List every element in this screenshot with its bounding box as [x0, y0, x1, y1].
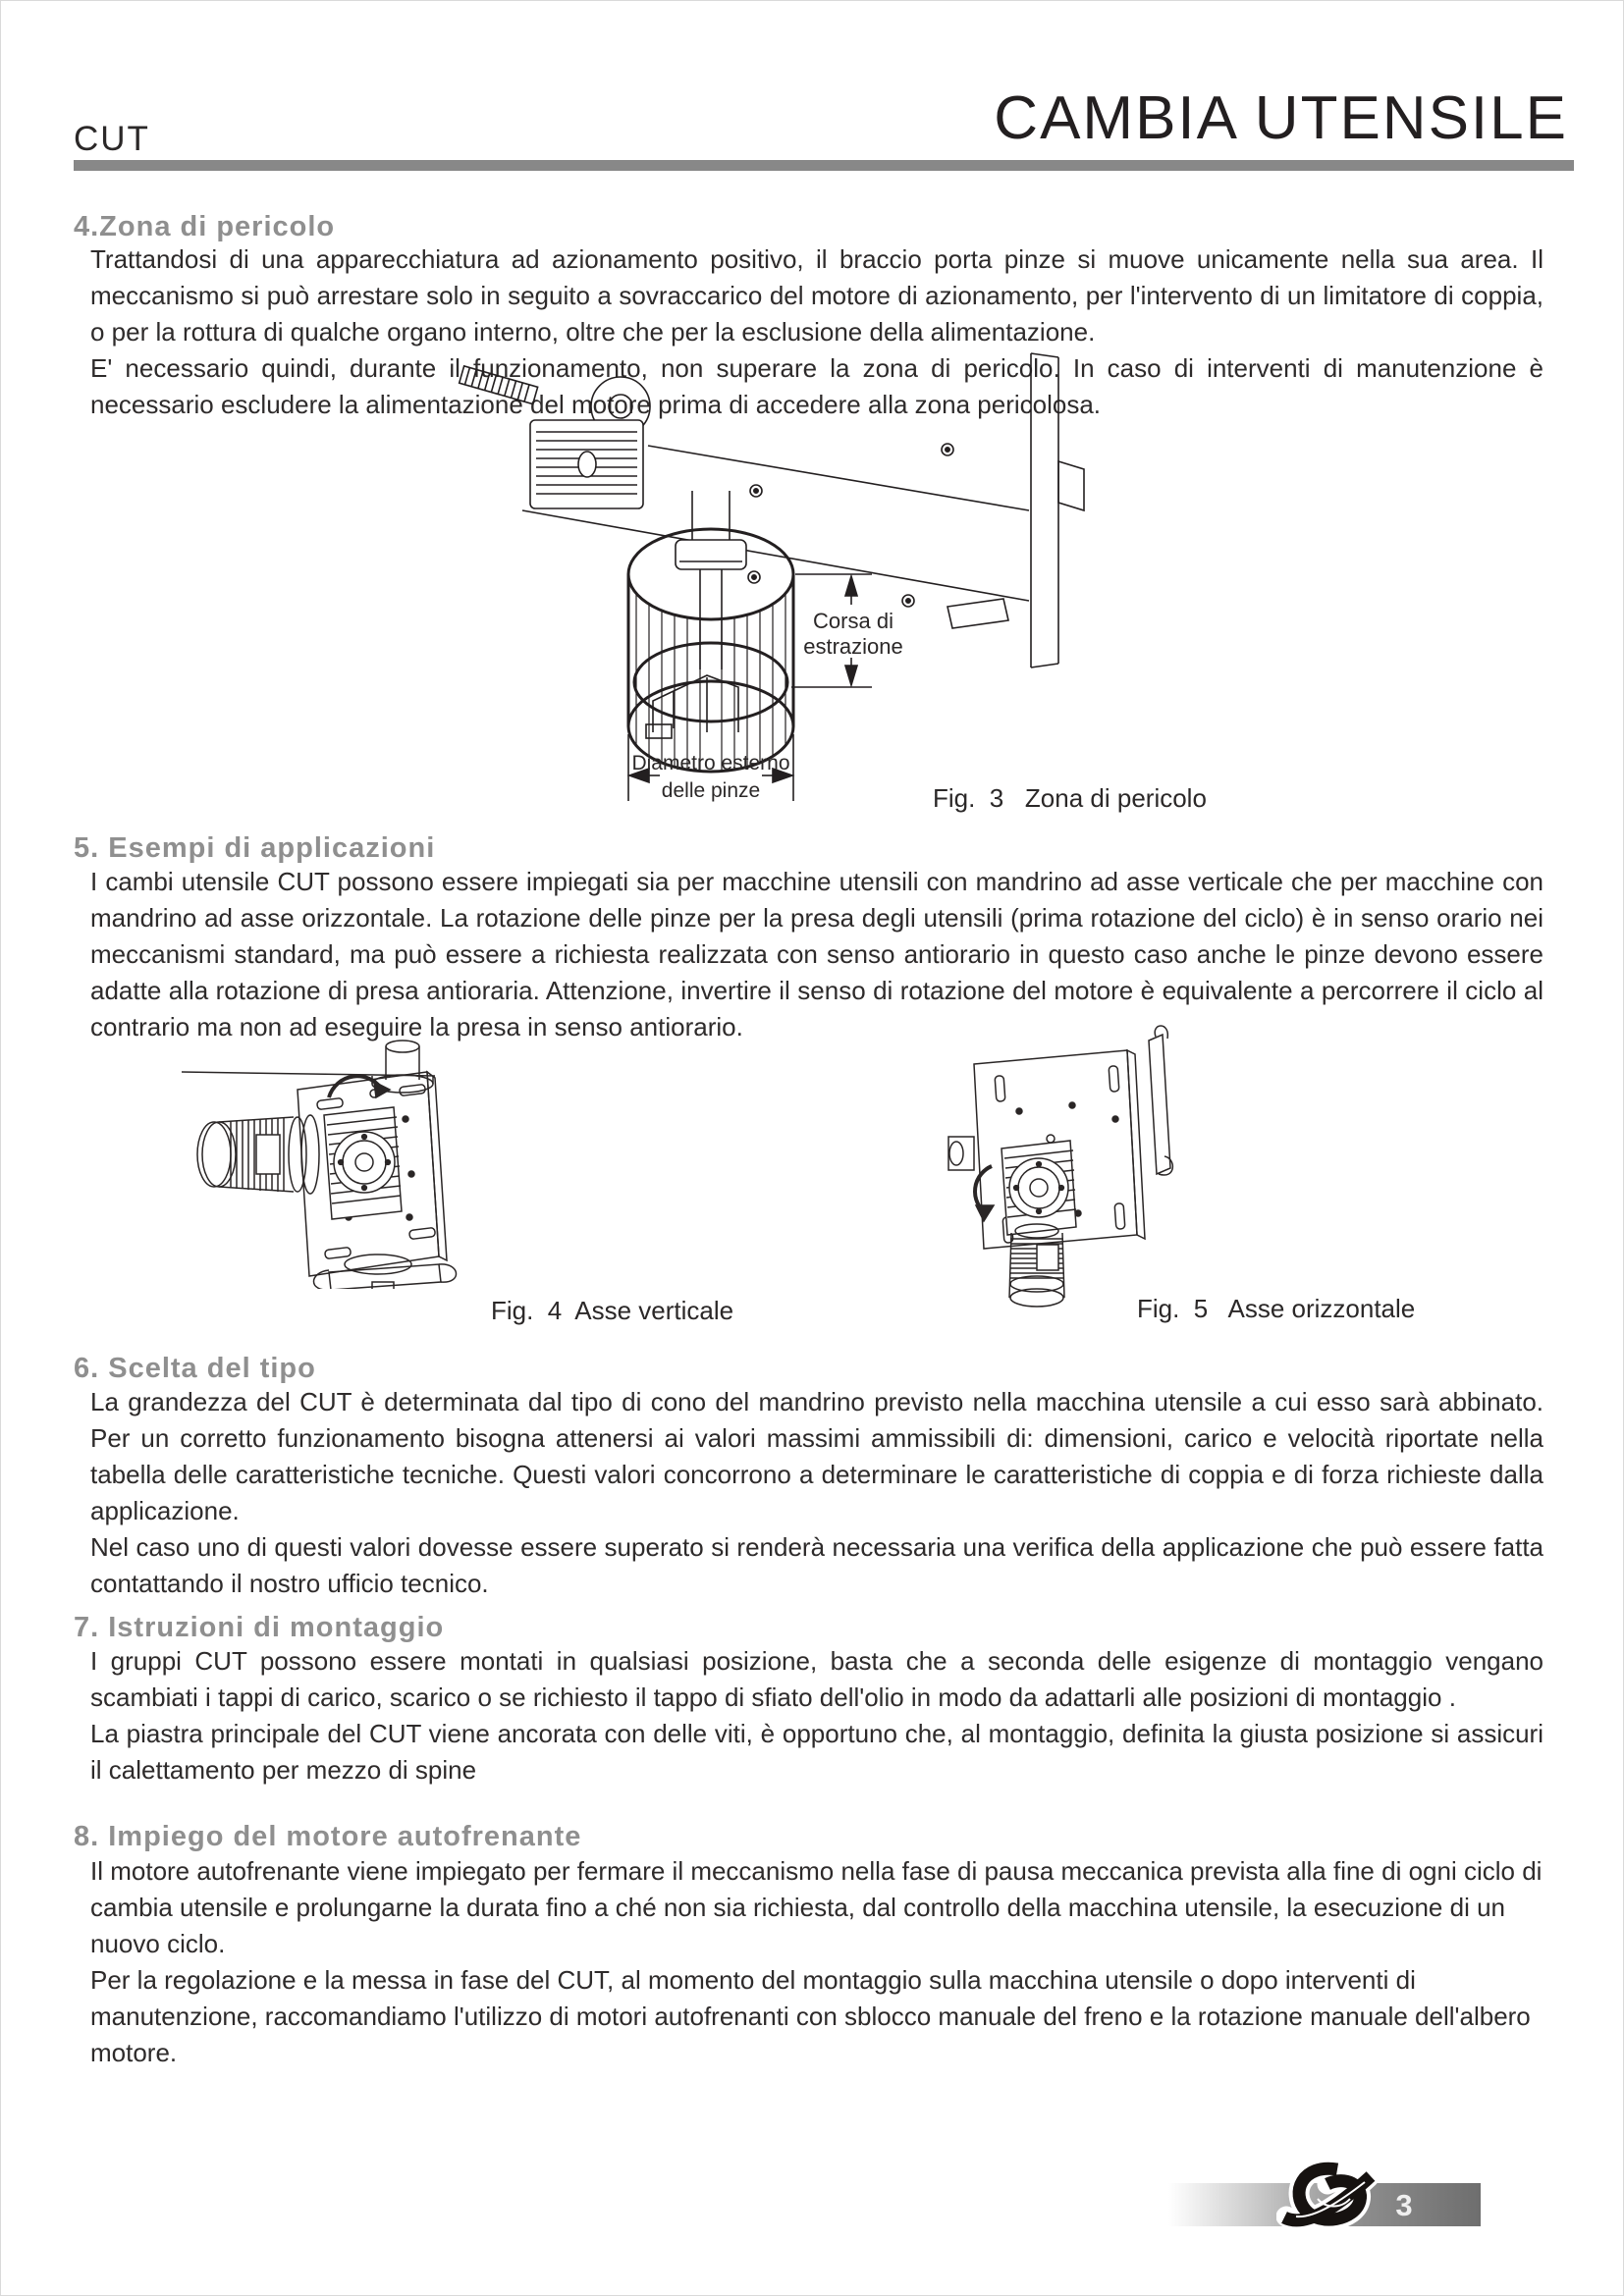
section-7-body [90, 1643, 1543, 1789]
fig3-vertical-plate [1031, 353, 1084, 667]
brand-knot-logo-icon [1276, 2158, 1379, 2230]
header-rule [74, 160, 1574, 171]
section-6-body [90, 1384, 1543, 1602]
fig5-gearbox [1001, 1141, 1076, 1235]
fig3-gripper-arm [646, 675, 738, 738]
fig4-motor [197, 1115, 319, 1194]
fig3-plate-edge [522, 510, 1029, 601]
fig5-caption: Fig. 5 Asse orizzontale [1137, 1294, 1416, 1323]
section-6-heading: 6. Scelta del tipo [74, 1353, 316, 1384]
fig3-label-diametro-line2: delle pinze [661, 779, 761, 802]
page-number: 3 [1395, 2188, 1413, 2222]
section-7-paragraph: I gruppi CUT possono essere montati in qualsiasi posizione, basta che a seconda delle esigenze di montaggio vengano scambiati i tappi di carico, scarico o se richiesto il tappo di sfiato dell'olio in modo da adattarli alle posizioni di montaggio . [90, 1646, 1543, 1712]
fig5-motor [1009, 1224, 1064, 1307]
fig3-clamp-block [947, 599, 1008, 628]
fig3-input-shaft [460, 366, 538, 404]
fig4-gripper [314, 1255, 457, 1289]
product-code-label: CUT [74, 120, 150, 158]
section-8-paragraph: Il motore autofrenante viene impiegato per fermare il meccanismo nella fase di pausa meccanica prevista alla fine di ogni ciclo di cambia utensile e prolungarne la durata fino a ché non sia richiesta, dal controllo della macchina utensile, la esecuzione di un nuovo ciclo. [90, 1856, 1543, 1958]
page-title: CAMBIA UTENSILE [994, 84, 1568, 152]
section-4-paragraph: E' necessario quindi, durante il funzionamento, non superare la zona di pericolo. In caso di interventi di manutenzione è necessario escludere la alimentazione del motore prima di accedere alla zona pericolosa. [90, 353, 1543, 419]
fig4-caption: Fig. 4 Asse verticale [491, 1296, 734, 1325]
section-7-paragraph: La piastra principale del CUT viene ancorata con delle viti, è opportuno che, al montaggio, definita la giusta posizione si assicuri il calettamento per mezzo di spine [90, 1719, 1543, 1785]
fig4-plate [182, 1072, 447, 1276]
section-7-heading: 7. Istruzioni di montaggio [74, 1612, 445, 1643]
fig4-vertical-axis-drawing [182, 1029, 731, 1289]
section-6-paragraph: La grandezza del CUT è determinata dal tipo di cono del mandrino previsto nella macchina utensile a cui esso sarà abbinato. Per un corretto funzionamento bisogna attenersi ai valori massimi ammissibili di: dimensioni, carico e velocità riportate nella tabella delle caratteristiche tecniche. Questi valori concorrono a determinare le caratteristiche di coppia e di forza richieste dalla applicazione. [90, 1387, 1543, 1525]
fig3-caption: Fig. 3 Zona di pericolo [933, 783, 1207, 813]
section-8-heading: 8. Impiego del motore autofrenante [74, 1821, 582, 1852]
section-8-body [90, 1853, 1543, 2071]
fig5-horizontal-axis-drawing [913, 1021, 1424, 1315]
fig3-label-corsa-line2: estrazione [803, 634, 903, 659]
fig3-danger-zone-drawing [412, 344, 1159, 834]
section-4-paragraph: Trattandosi di una apparecchiatura ad azionamento positivo, il braccio porta pinze si muove unicamente nella sua area. Il meccanismo si può arrestare solo in seguito a sovraccarico del motore di azionamento, per l'intervento di un limitatore di coppia, o per la rottura di qualche organo interno, oltre che per la esclusione della alimentazione. [90, 244, 1543, 347]
section-4-heading: 4.Zona di pericolo [74, 211, 336, 242]
section-6-paragraph: Nel caso uno di questi valori dovesse essere superato si renderà necessaria una verifica della applicazione che può essere fatta contattando il nostro ufficio tecnico. [90, 1532, 1543, 1598]
section-5-paragraph: I cambi utensile CUT possono essere impiegati sia per macchine utensili con mandrino ad asse verticale che per macchine con mandrino ad asse orizzontale. La rotazione delle pinze per la presa degli utensili (prima rotazione del ciclo) è in senso orario nei meccanismi standard, ma può essere a richiesta realizzata con senso antiorario in questo caso anche le pinze devono essere adatte alla rotazione di presa antioraria. Attenzione, invertire il senso di rotazione del motore è equivalente a percorrere il ciclo al contrario ma non ad eseguire la presa in senso antiorario. [90, 867, 1543, 1041]
section-5-heading: 5. Esempi di applicazioni [74, 832, 436, 864]
fig5-left-bracket [948, 1137, 974, 1170]
fig3-label-corsa-line1: Corsa di [813, 609, 893, 633]
fig4-gearbox [324, 1107, 402, 1219]
fig3-label-diametro-line1: Diametro esterno [631, 752, 790, 774]
section-5-body [90, 864, 1543, 1045]
section-8-paragraph: Per la regolazione e la messa in fase del CUT, al momento del montaggio sulla macchina utensile o dopo interventi di manutenzione, raccomandiamo l'utilizzo di motori autofrenanti con sblocco manuale del freno e la rotazione manuale dell'albero motore. [90, 1965, 1531, 2067]
fig5-right-bracket [1149, 1026, 1172, 1175]
